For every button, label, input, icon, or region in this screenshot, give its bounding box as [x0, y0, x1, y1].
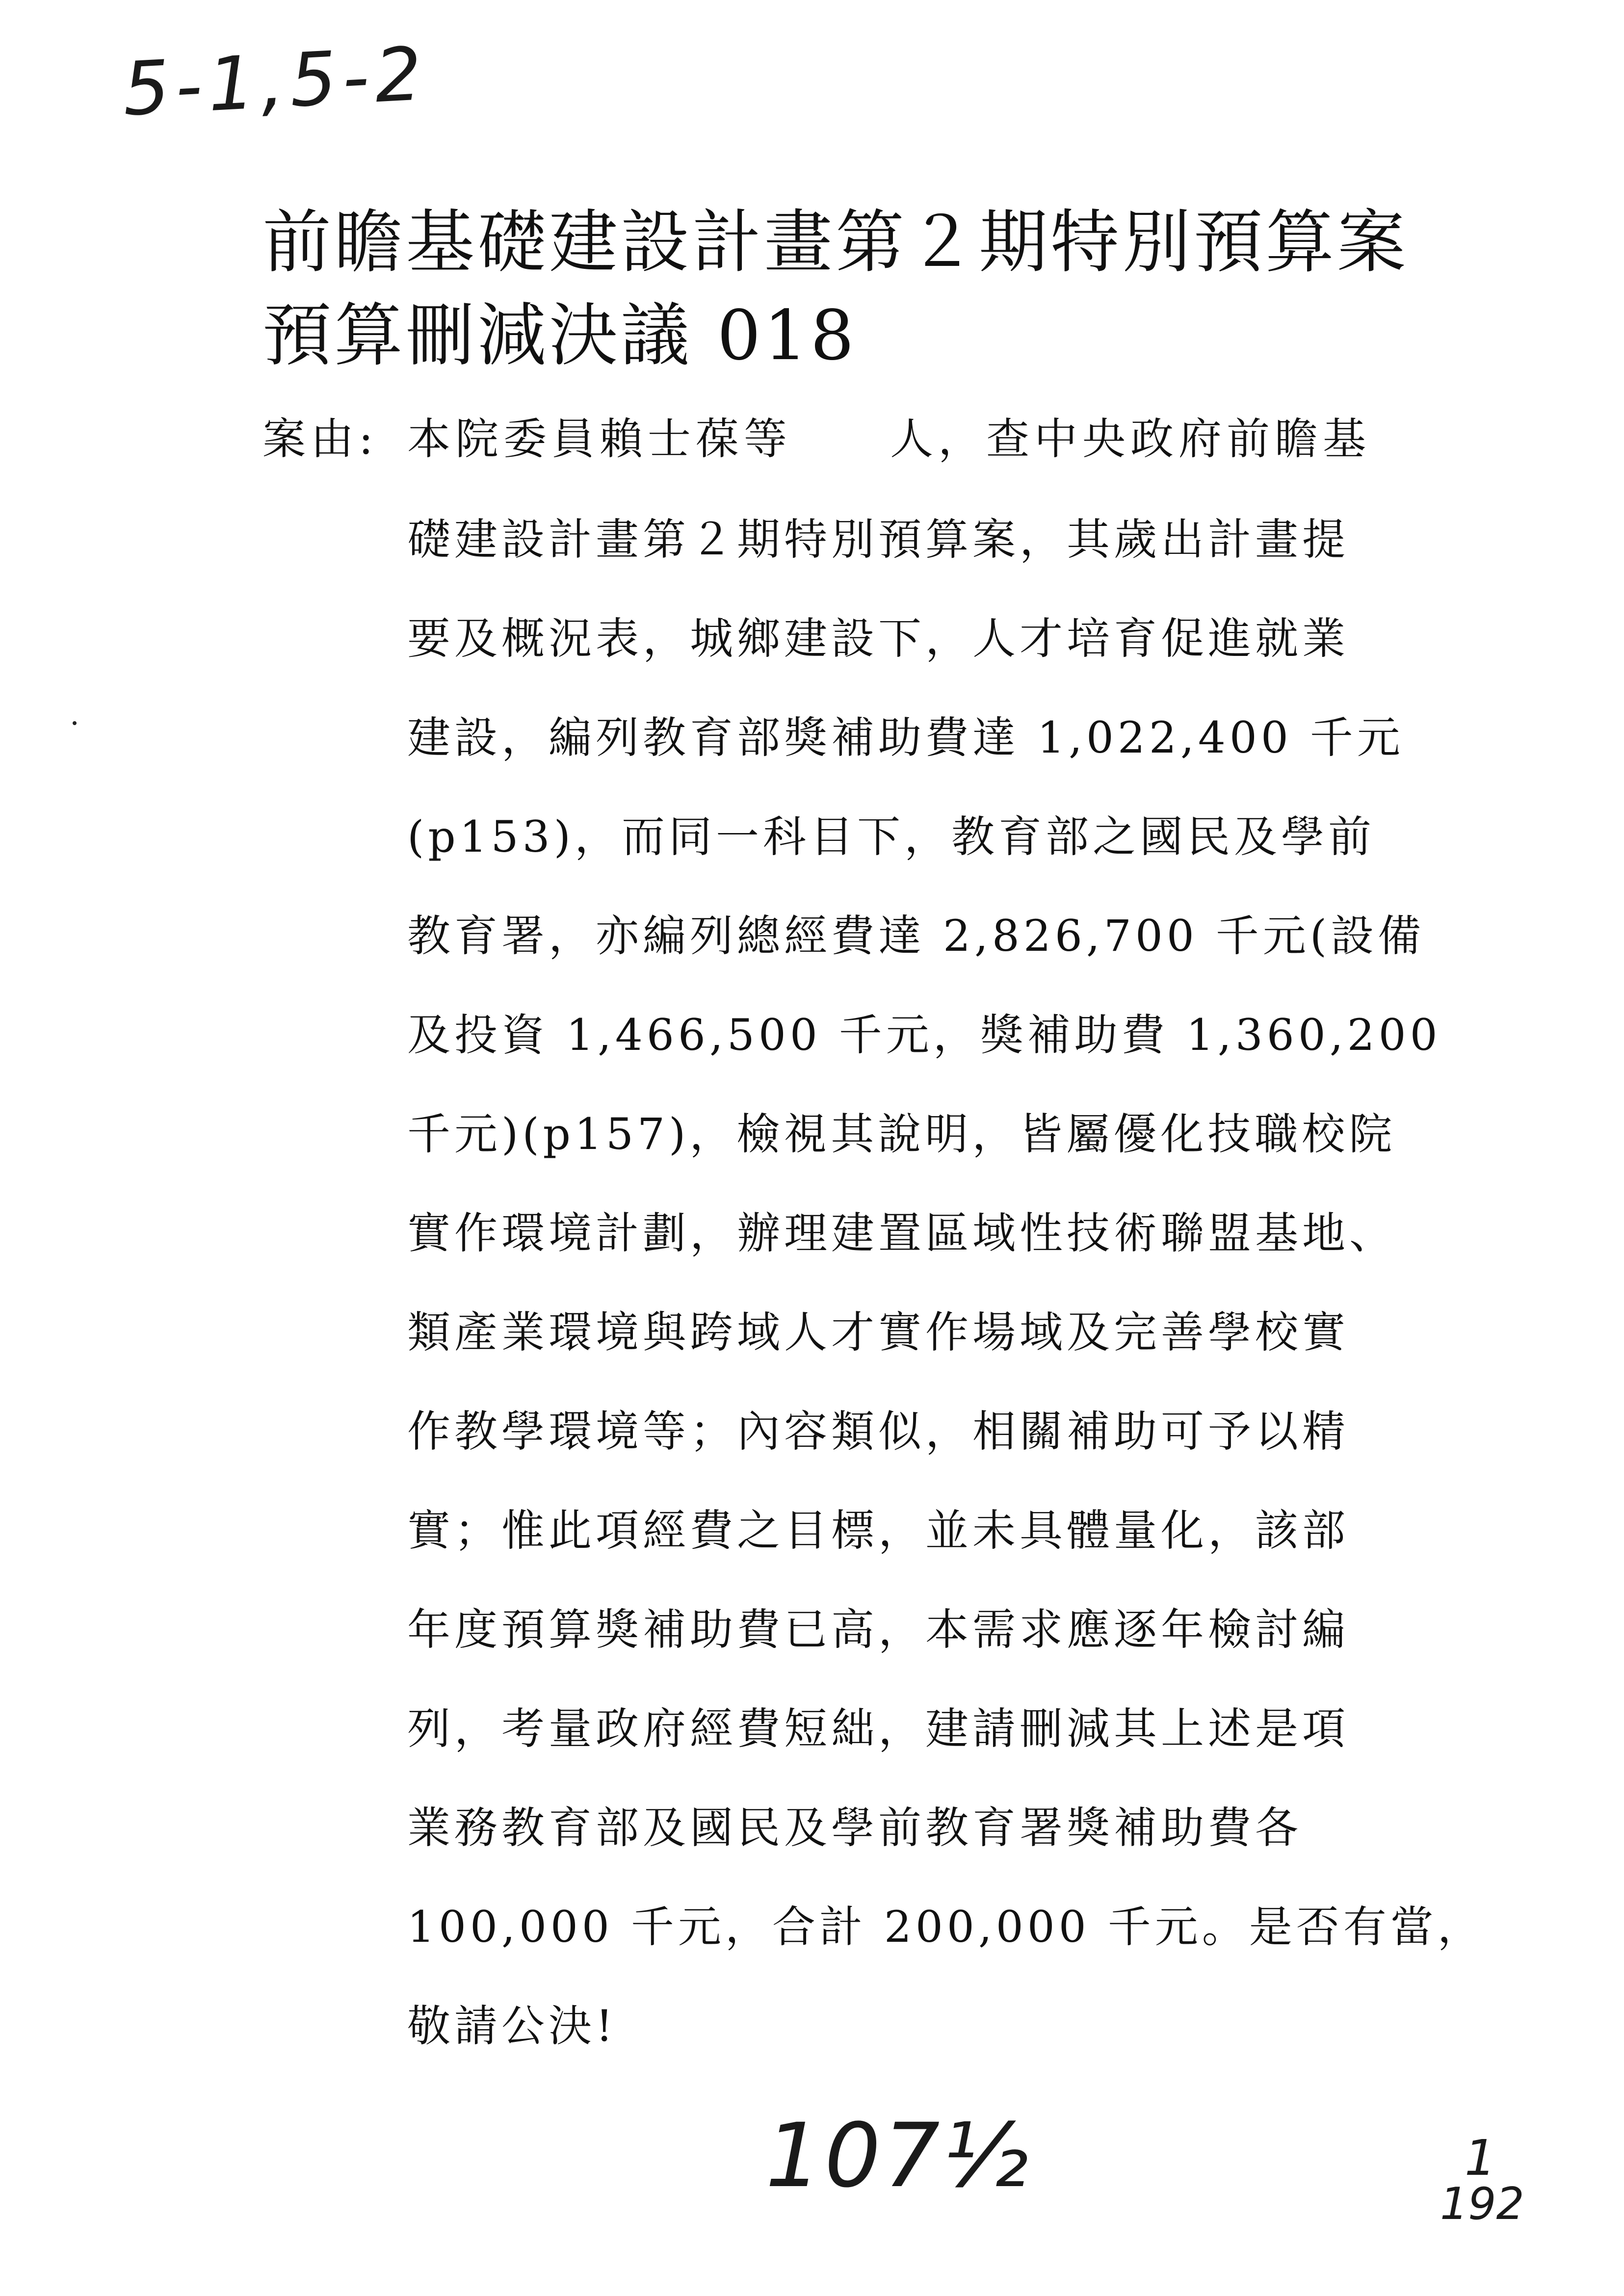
case-line: 礎建設計畫第２期特別預算案，其歲出計畫提	[407, 514, 1350, 565]
case-line: 教育署，亦編列總經費達 2,826,700 千元(設備	[407, 911, 1425, 961]
case-line: 實作環境計劃，辦理建置區域性技術聯盟基地、	[407, 1208, 1397, 1258]
case-line: 敬請公決!	[407, 2001, 617, 2051]
case-line: 作教學環境等；內容類似，相關補助可予以精	[407, 1406, 1350, 1457]
document-title	[262, 196, 1440, 383]
case-line: 業務教育部及國民及學前教育署獎補助費各	[407, 1802, 1303, 1853]
case-line: 列，考量政府經費短絀，建請刪減其上述是項	[407, 1703, 1350, 1754]
title-line-1: 前瞻基礎建設計畫第２期特別預算案	[262, 203, 1409, 283]
case-label: 案由:	[262, 414, 378, 464]
handwritten-page-reference: 5-1,5-2	[120, 31, 430, 133]
case-body	[407, 514, 1485, 2101]
handwritten-corner-subnumber: 192	[1440, 2178, 1524, 2230]
scan-speck	[73, 721, 77, 725]
handwritten-corner-number: 1	[1465, 2129, 1496, 2187]
case-line: 實；惟此項經費之目標，並未具體量化，該部	[407, 1505, 1350, 1556]
case-line: (p153)，而同一科目下，教育部之國民及學前	[407, 811, 1375, 862]
case-line: 類產業環境與跨域人才實作場域及完善學校實	[407, 1307, 1350, 1357]
case-first-line-after: 人，查中央政府前瞻基	[890, 414, 1371, 464]
case-line: 年度預算獎補助費已高，本需求應逐年檢討編	[407, 1604, 1350, 1655]
case-line: 100,000 千元，合計 200,000 千元。是否有當，	[407, 1902, 1485, 1952]
title-line-2: 預算刪減決議 018	[262, 296, 857, 376]
case-line: 及投資 1,466,500 千元，獎補助費 1,360,200	[407, 1010, 1441, 1060]
case-first-line	[407, 415, 1371, 464]
handwritten-page-number: 107½	[765, 2105, 1032, 2207]
case-first-line-before: 本院委員賴士葆等	[407, 414, 792, 464]
case-line: 千元)(p157)，檢視其說明，皆屬優化技職校院	[407, 1109, 1396, 1159]
case-line: 建設，編列教育部獎補助費達 1,022,400 千元	[407, 712, 1404, 763]
case-line: 要及概況表，城鄉建設下，人才培育促進就業	[407, 613, 1350, 664]
